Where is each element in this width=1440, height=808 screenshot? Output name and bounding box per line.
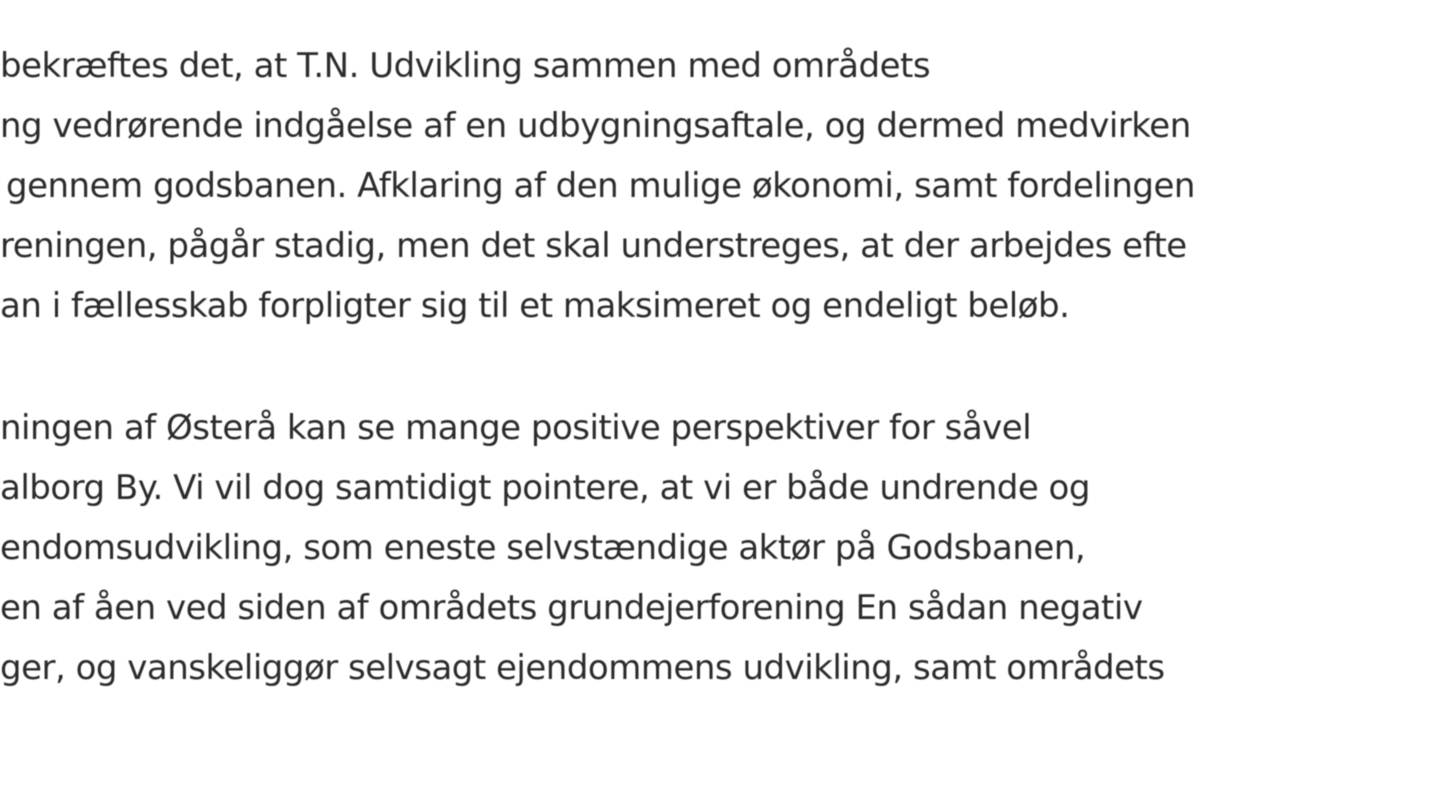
text-line: ng vedrørende indgåelse af en udbygningsaftale, og dermed medvirken	[0, 106, 1191, 146]
text-line: bekræftes det, at T.N. Udvikling sammen med områdets	[0, 46, 931, 86]
paragraph-1	[0, 36, 1195, 336]
text-line: ger, og vanskeliggør selvsagt ejendommens udvikling, samt områdets	[0, 648, 1165, 688]
text-line: en af åen ved siden af områdets grundejerforening En sådan negativ	[0, 588, 1143, 628]
text-line: reningen, pågår stadig, men det skal understreges, at der arbejdes efte	[0, 226, 1187, 266]
paragraph-2	[0, 398, 1165, 698]
text-line: an i fællesskab forpligter sig til et maksimeret og endeligt beløb.	[0, 286, 1070, 326]
text-line: gennem godsbanen. Afklaring af den mulige økonomi, samt fordelingen	[6, 166, 1195, 206]
text-line: alborg By. Vi vil dog samtidigt pointere, at vi er både undrende og	[0, 468, 1090, 508]
text-line: ningen af Østerå kan se mange positive perspektiver for såvel	[0, 408, 1032, 448]
text-line: endomsudvikling, som eneste selvstændige aktør på Godsbanen,	[0, 528, 1086, 568]
